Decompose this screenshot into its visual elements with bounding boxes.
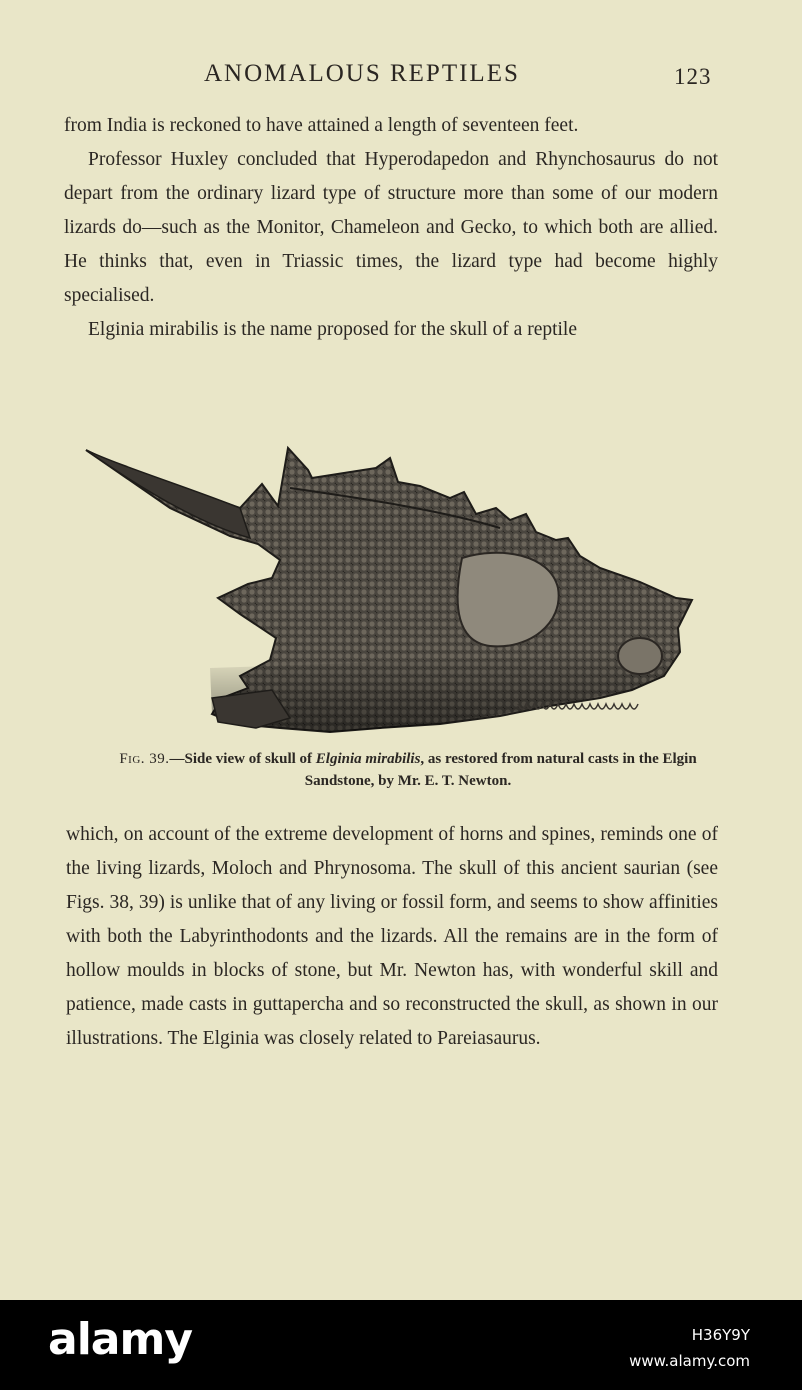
caption-text: , as restored from natural casts in the Elgin Sandstone, by Mr. E. T. Newton. <box>304 751 697 789</box>
nostril <box>618 638 662 674</box>
body-text-bottom <box>66 818 718 1056</box>
figure-caption <box>96 748 720 792</box>
body-text-top <box>64 109 718 347</box>
stock-watermark-bar <box>0 1300 802 1390</box>
horn <box>86 450 250 538</box>
image-id: H36Y9Y <box>691 1326 750 1344</box>
caption-species: Elginia mirabilis <box>315 751 421 767</box>
alamy-logo: alamy <box>48 1314 192 1365</box>
caption-text: —Side view of skull of <box>169 751 316 767</box>
watermark-url: www.alamy.com <box>629 1352 750 1370</box>
paragraph: which, on account of the extreme development of horns and spines, reminds one of the living lizards, Moloch and Phrynosoma. The skull of this ancient saurian (see Figs. 38, 39) is unlike that of any living or fossil form, and seems to show affinities with both the Labyrinthodonts and the lizards. All the remains are in the form of hollow moulds in blocks of stone, but Mr. Newton has, with wonderful skill and patience, made casts in guttapercha and so reconstructed the skull, as shown in our illustrations. The Elginia was closely related to Pareiasaurus. <box>66 824 718 1049</box>
paragraph: from India is reckoned to have attained a length of seventeen feet. <box>64 115 579 136</box>
running-title: ANOMALOUS REPTILES <box>204 60 520 87</box>
figure-label: Fig. 39. <box>119 751 170 767</box>
skull-illustration <box>80 428 700 738</box>
running-head <box>0 58 802 98</box>
page-number: 123 <box>674 64 712 89</box>
paragraph: Elginia mirabilis is the name proposed for the skull of a reptile <box>88 319 578 340</box>
paragraph: Professor Huxley concluded that Hyperodapedon and Rhynchosaurus do not depart from the ordinary lizard type of structure more than some of our modern lizards do—such as the Monitor, Chameleon and Gecko, to which both are allied. He thinks that, even in Triassic times, the lizard type had become highly specialised. <box>64 149 718 306</box>
skull-engraving <box>80 428 700 738</box>
